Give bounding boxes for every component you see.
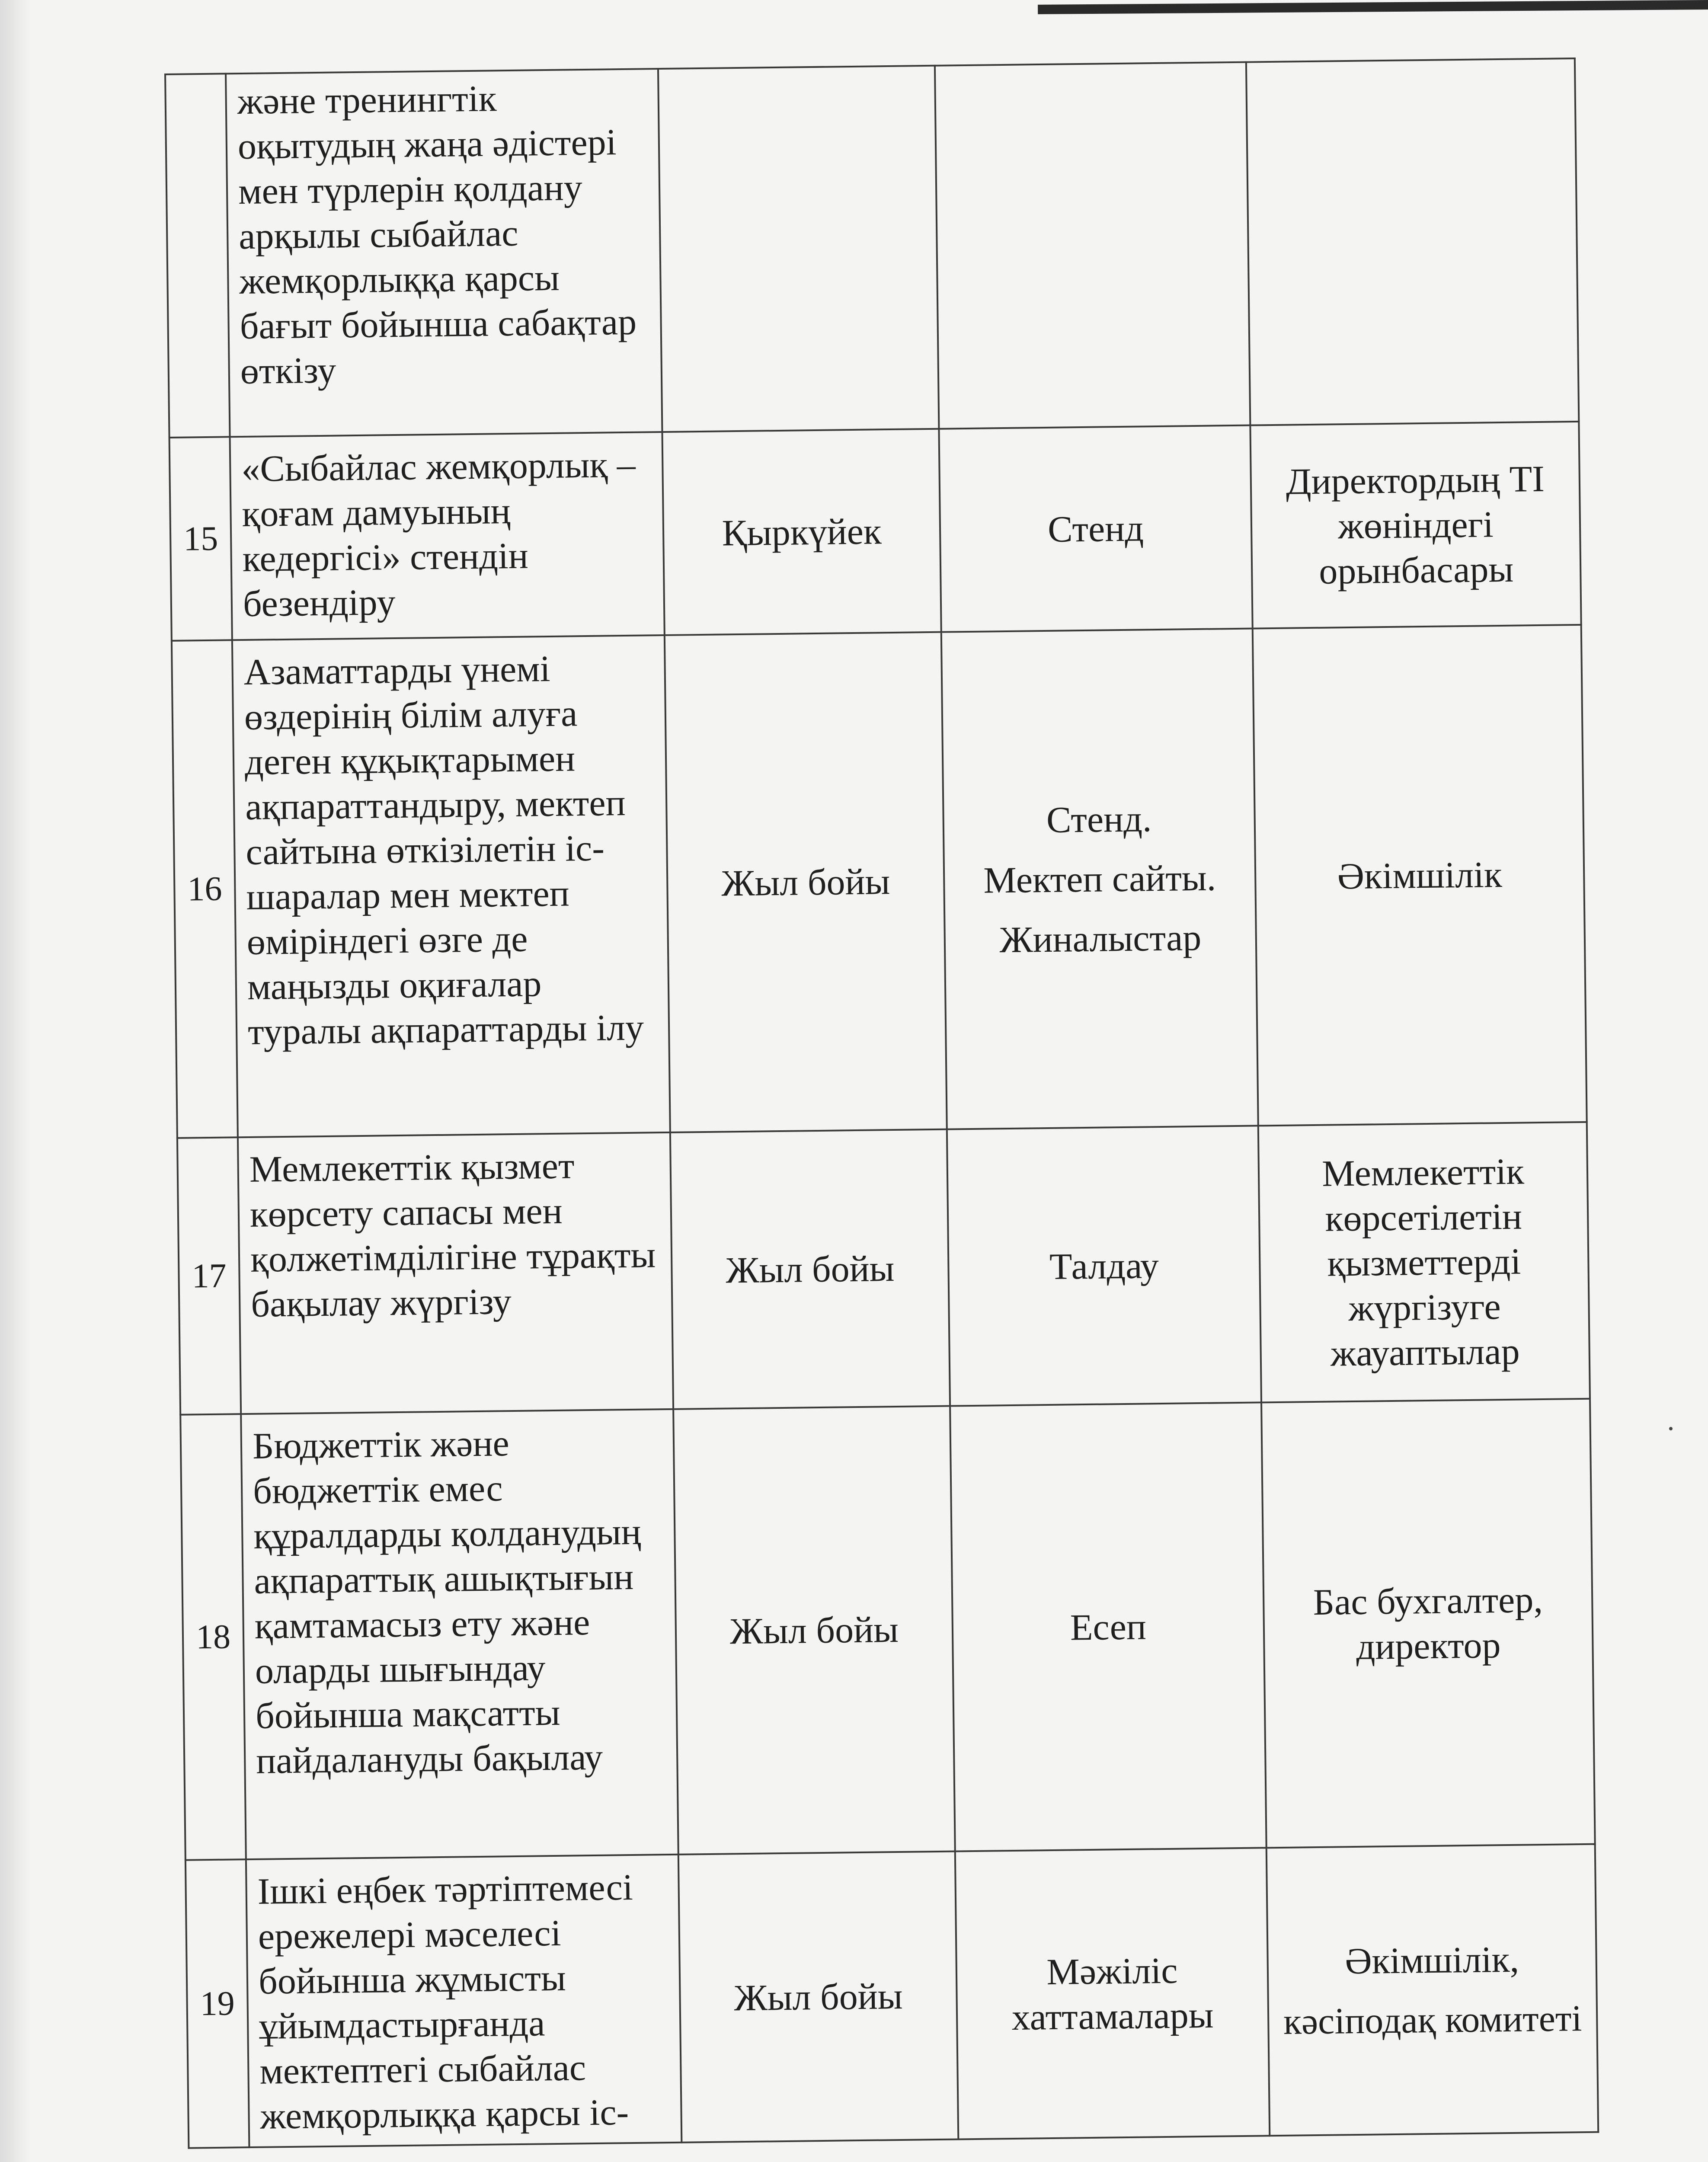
form-cell bbox=[950, 1402, 1267, 1851]
table-row-16 bbox=[172, 625, 1587, 1138]
form-cell bbox=[935, 62, 1250, 429]
deadline-cell: Жыл бойы bbox=[678, 1852, 959, 2143]
page-edge-shadow bbox=[0, 0, 30, 2162]
activity-cell: Азаматтарды үнемі өздерінің білім алуға деген құқықтарымен ақпараттандыру, мектеп сайтына өткізілетін іс-шаралар мен мектеп өміріндегі өзге де маңызды оқиғалар туралы ақпараттарды ілу bbox=[232, 635, 670, 1137]
table-row-continuation bbox=[165, 58, 1579, 438]
responsible-line: Әкімшілік bbox=[1337, 854, 1503, 897]
table-row-17 bbox=[177, 1122, 1590, 1415]
activity-cell: Мемлекеттік қызмет көрсету сапасы мен қолжетімділігіне тұрақты бақылау жүргізу bbox=[238, 1132, 673, 1414]
anticorruption-plan-table bbox=[164, 58, 1599, 2149]
responsible-cell bbox=[1258, 1122, 1590, 1403]
deadline-cell: Жыл бойы bbox=[673, 1406, 955, 1855]
activity-cell: «Сыбайлас жемқорлық – қоғам дамуының кедергісі» стендін безендіру bbox=[230, 432, 665, 640]
form-line: Талдау bbox=[1049, 1244, 1159, 1287]
row-number: 18 bbox=[180, 1414, 246, 1860]
deadline-cell bbox=[658, 66, 939, 432]
responsible-cell bbox=[1267, 1844, 1599, 2136]
activity-cell: Бюджеттік және бюджеттік емес құралдарды қолданудың ақпараттық ашықтығын қамтамасыз ету және оларды шығындау бойынша мақсатты пайдалануды бақылау bbox=[241, 1409, 678, 1859]
row-number: 16 bbox=[172, 640, 238, 1138]
responsible-cell bbox=[1253, 625, 1587, 1126]
deadline-cell: Жыл бойы bbox=[665, 632, 947, 1132]
responsible-line: кәсіподақ комитеті bbox=[1283, 1997, 1582, 2042]
activity-cell: Ішкі еңбек тәртіптемесі ережелері мәселесі бойынша жұмысты ұйымдастырғанда мектептегі сыбайлас жемқорлыққа қарсы іс- bbox=[246, 1855, 681, 2147]
form-line: Мектеп сайты. bbox=[983, 857, 1216, 901]
activity-cell: және тренингтік оқытудың жаңа әдістері мен түрлерін қолдану арқылы сыбайлас жемқорлыққа қарсы бағыт бойынша сабақтар өткізу bbox=[226, 69, 662, 437]
form-line: Мәжіліс хаттамалары bbox=[1011, 1949, 1214, 2038]
table-row-15 bbox=[170, 422, 1581, 641]
form-line: Стенд. bbox=[1046, 798, 1152, 841]
document-page bbox=[164, 58, 1597, 2149]
row-number: 17 bbox=[177, 1137, 241, 1415]
form-cell bbox=[947, 1126, 1261, 1406]
form-cell bbox=[939, 425, 1252, 632]
responsible-cell bbox=[1261, 1399, 1595, 1848]
responsible-line: Директордың ТІ жөніндегі орынбасары bbox=[1286, 457, 1545, 592]
scan-edge-mark bbox=[1038, 0, 1708, 14]
responsible-cell bbox=[1246, 58, 1579, 425]
row-number: 19 bbox=[186, 1859, 249, 2148]
table-row-19 bbox=[186, 1844, 1598, 2148]
form-cell bbox=[941, 629, 1258, 1129]
table-row-18 bbox=[180, 1399, 1595, 1860]
form-line: Стенд bbox=[1047, 507, 1144, 550]
form-cell bbox=[955, 1848, 1270, 2139]
responsible-line: Бас бухгалтер, директор bbox=[1313, 1579, 1543, 1667]
responsible-cell bbox=[1250, 422, 1581, 629]
responsible-line: Мемлекеттік көрсетілетін қызметтерді жүргізуге жауаптылар bbox=[1321, 1150, 1525, 1374]
row-number bbox=[165, 74, 230, 438]
form-line: Есеп bbox=[1070, 1606, 1147, 1648]
deadline-cell: Қыркүйек bbox=[662, 429, 941, 635]
row-number: 15 bbox=[170, 437, 232, 641]
scan-speck bbox=[1669, 1427, 1673, 1430]
responsible-line: Әкімшілік, bbox=[1344, 1938, 1519, 1982]
deadline-cell: Жыл бойы bbox=[670, 1129, 950, 1409]
form-line: Жиналыстар bbox=[999, 916, 1202, 961]
